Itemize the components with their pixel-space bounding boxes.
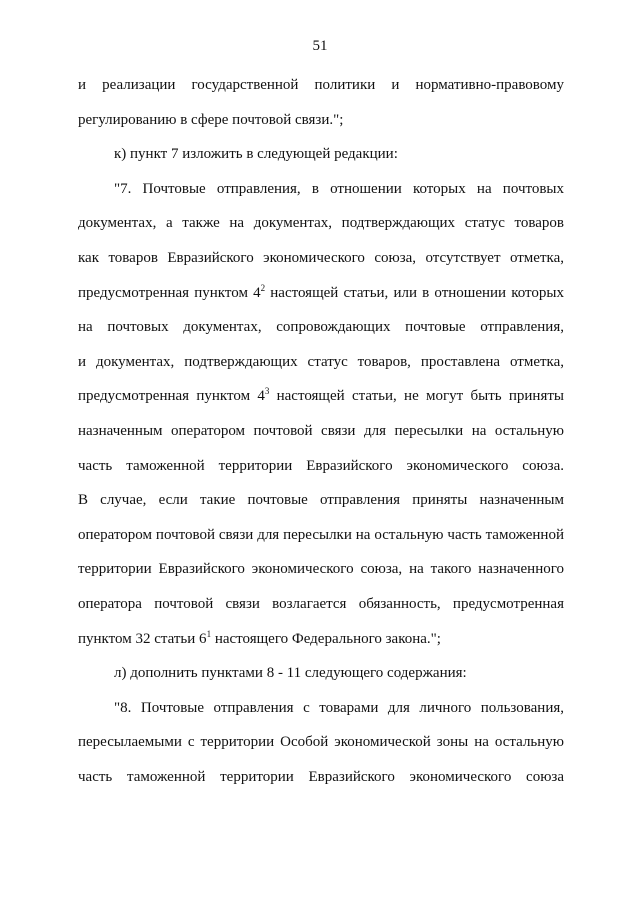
text-line: на почтовых документах, сопровождающих почтовые отправления, <box>78 319 564 336</box>
text-line: оператора почтовой связи возлагается обязанность, предусмотренная <box>78 595 564 612</box>
text-line: В случае, если такие почтовые отправления приняты назначенным <box>78 492 564 509</box>
text-line: оператором почтовой связи для пересылки на остальную часть таможенной <box>78 526 564 543</box>
text-line: назначенным оператором почтовой связи для пересылки на остальную <box>78 422 564 439</box>
text-segment: пунктом 32 статьи 6 <box>78 630 207 647</box>
text-segment: настоящей статьи, или в отношении которых <box>265 284 564 301</box>
text-line: и реализации государственной политики и нормативно-правовому <box>78 77 564 93</box>
text-line: часть таможенной территории Евразийского экономического союза. <box>78 457 564 474</box>
text-segment: предусмотренная пунктом 4 <box>78 388 265 405</box>
text-line <box>78 385 564 420</box>
text-segment: настоящего Федерального закона."; <box>211 630 441 647</box>
page-number: 51 <box>312 38 328 54</box>
text-line: документах, а также на документах, подтверждающих статус товаров <box>78 215 564 232</box>
text-line <box>78 282 564 317</box>
superscript: 1 <box>206 628 212 639</box>
text-line: регулированию в сфере почтовой связи."; <box>78 111 344 128</box>
text-line: часть таможенной территории Евразийского экономического союза <box>78 768 564 785</box>
text-line: как товаров Евразийского экономического союза, отсутствует отметка, <box>78 249 564 266</box>
text-segment: настоящей статьи, не могут быть приняты <box>269 388 564 405</box>
text-line: "8. Почтовые отправления с товарами для личного пользования, <box>114 699 564 716</box>
document-body <box>78 74 564 800</box>
superscript: 3 <box>264 386 270 397</box>
text-line: к) пункт 7 изложить в следующей редакции: <box>114 146 398 163</box>
text-line: и документах, подтверждающих статус товаров, проставлена отметка, <box>78 353 564 370</box>
text-line: пересылаемыми с территории Особой экономической зоны на остальную <box>78 734 564 751</box>
text-line <box>78 628 564 663</box>
text-line: л) дополнить пунктами 8 - 11 следующего содержания: <box>114 665 467 682</box>
text-segment: предусмотренная пунктом 4 <box>78 284 261 301</box>
text-line: территории Евразийского экономического союза, на такого назначенного <box>78 561 564 578</box>
superscript: 2 <box>260 282 266 293</box>
text-line: "7. Почтовые отправления, в отношении которых на почтовых <box>114 180 564 197</box>
